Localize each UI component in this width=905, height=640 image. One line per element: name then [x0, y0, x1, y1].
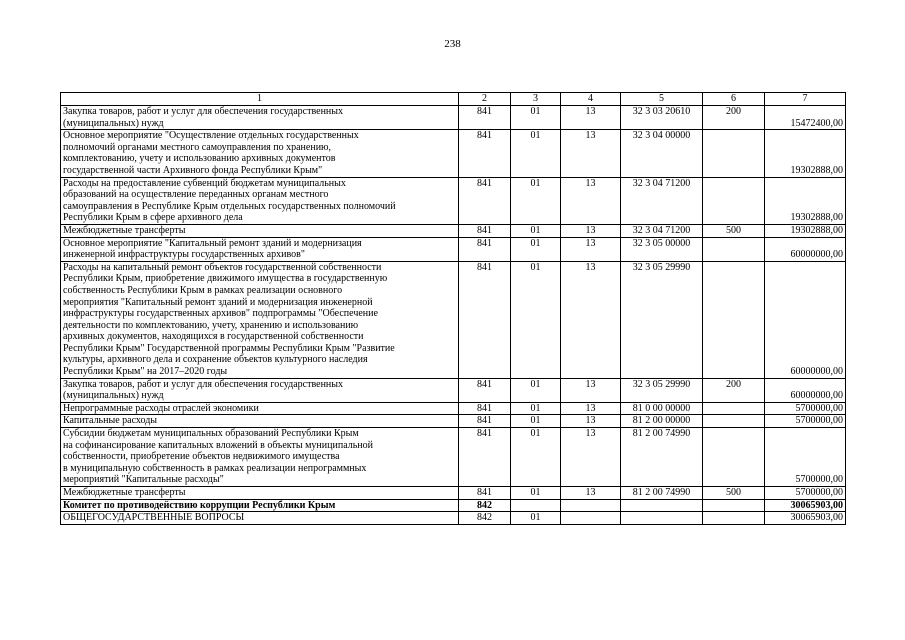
ministry-code-cell: 841 [459, 237, 511, 261]
amount-cell: 5700000,00 [765, 487, 846, 500]
amount-cell: 30065903,00 [765, 499, 846, 512]
subsection-code-cell: 13 [561, 428, 621, 487]
subsection-code-cell: 13 [561, 177, 621, 224]
table-row [61, 415, 846, 428]
expense-type-cell [703, 402, 765, 415]
column-header: 1 [61, 93, 459, 106]
target-article-cell: 81 0 00 00000 [621, 402, 703, 415]
subsection-code-cell: 13 [561, 224, 621, 237]
item-name-cell: Субсидии бюджетам муниципальных образований Республики Крым на софинансирование капитальных вложений в объекты муниципальной собственности, приобретение объектов недвижимого имущества в муниципальную собственность в рамках реализации непрограммных мероприятий "Капитальные расходы" [61, 428, 459, 487]
amount-cell: 5700000,00 [765, 415, 846, 428]
section-code-cell: 01 [511, 428, 561, 487]
target-article-cell: 81 2 00 74990 [621, 428, 703, 487]
section-code-cell: 01 [511, 177, 561, 224]
amount-cell: 19302888,00 [765, 224, 846, 237]
table-row [61, 402, 846, 415]
column-header: 3 [511, 93, 561, 106]
amount-cell: 60000000,00 [765, 237, 846, 261]
section-code-cell: 01 [511, 402, 561, 415]
table-row [61, 177, 846, 224]
table-row [61, 378, 846, 402]
table-row [61, 512, 846, 525]
target-article-cell: 81 2 00 74990 [621, 487, 703, 500]
target-article-cell: 81 2 00 00000 [621, 415, 703, 428]
item-name-cell: Расходы на капитальный ремонт объектов государственной собственности Республики Крым, приобретение движимого имущества в государственную собственность Республики Крым в рамках реализации основного мероприятия "Капитальный ремонт зданий и модернизация инженерной инфраструктуры государственных архивов" подпрограммы "Обеспечение деятельности по комплектованию, учету, хранению и использованию архивных документов, находящихся в государственной собственности Республики Крым" Государственной программы Республики Крым "Развитие культуры, архивного дела и сохранение объектов культурного наследия Республики Крым" на 2017–2020 годы [61, 261, 459, 378]
item-name-cell: Комитет по противодействию коррупции Республики Крым [61, 499, 459, 512]
item-name-cell: Непрограммные расходы отраслей экономики [61, 402, 459, 415]
ministry-code-cell: 842 [459, 512, 511, 525]
amount-cell: 19302888,00 [765, 177, 846, 224]
subsection-code-cell: 13 [561, 130, 621, 177]
expense-type-cell [703, 130, 765, 177]
table-header-row [61, 93, 846, 106]
item-name-cell: ОБЩЕГОСУДАРСТВЕННЫЕ ВОПРОСЫ [61, 512, 459, 525]
column-header: 5 [621, 93, 703, 106]
column-header: 7 [765, 93, 846, 106]
amount-cell: 60000000,00 [765, 261, 846, 378]
expense-type-cell [703, 512, 765, 525]
table-row [61, 499, 846, 512]
section-code-cell [511, 499, 561, 512]
section-code-cell: 01 [511, 512, 561, 525]
subsection-code-cell: 13 [561, 415, 621, 428]
table-row [61, 261, 846, 378]
item-name-cell: Капитальные расходы [61, 415, 459, 428]
amount-cell: 60000000,00 [765, 378, 846, 402]
section-code-cell: 01 [511, 378, 561, 402]
item-name-cell: Основное мероприятие "Осуществление отдельных государственных полномочий органами местного самоуправления по хранению, комплектованию, учету и использованию архивных документов государственной части Архивного фонда Республики Крым" [61, 130, 459, 177]
ministry-code-cell: 842 [459, 499, 511, 512]
amount-cell: 5700000,00 [765, 428, 846, 487]
section-code-cell: 01 [511, 237, 561, 261]
table-row [61, 428, 846, 487]
column-header: 6 [703, 93, 765, 106]
ministry-code-cell: 841 [459, 487, 511, 500]
target-article-cell: 32 3 04 71200 [621, 224, 703, 237]
subsection-code-cell [561, 512, 621, 525]
section-code-cell: 01 [511, 106, 561, 130]
section-code-cell: 01 [511, 224, 561, 237]
subsection-code-cell: 13 [561, 487, 621, 500]
expense-type-cell [703, 428, 765, 487]
table-row [61, 237, 846, 261]
target-article-cell: 32 3 03 20610 [621, 106, 703, 130]
page-number: 238 [444, 38, 461, 50]
expense-type-cell [703, 177, 765, 224]
target-article-cell [621, 512, 703, 525]
item-name-cell: Межбюджетные трансферты [61, 487, 459, 500]
expense-type-cell: 500 [703, 487, 765, 500]
section-code-cell: 01 [511, 261, 561, 378]
subsection-code-cell: 13 [561, 261, 621, 378]
ministry-code-cell: 841 [459, 224, 511, 237]
expense-type-cell [703, 499, 765, 512]
target-article-cell [621, 499, 703, 512]
item-name-cell: Межбюджетные трансферты [61, 224, 459, 237]
amount-cell: 19302888,00 [765, 130, 846, 177]
column-header: 2 [459, 93, 511, 106]
target-article-cell: 32 3 05 00000 [621, 237, 703, 261]
expense-type-cell [703, 415, 765, 428]
ministry-code-cell: 841 [459, 261, 511, 378]
ministry-code-cell: 841 [459, 378, 511, 402]
table-row [61, 130, 846, 177]
amount-cell: 30065903,00 [765, 512, 846, 525]
subsection-code-cell: 13 [561, 402, 621, 415]
item-name-cell: Закупка товаров, работ и услуг для обеспечения государственных (муниципальных) нужд [61, 106, 459, 130]
table-row [61, 487, 846, 500]
budget-table [60, 92, 846, 525]
expense-type-cell: 200 [703, 106, 765, 130]
expense-type-cell [703, 261, 765, 378]
ministry-code-cell: 841 [459, 130, 511, 177]
section-code-cell: 01 [511, 415, 561, 428]
expense-type-cell: 500 [703, 224, 765, 237]
column-header: 4 [561, 93, 621, 106]
subsection-code-cell: 13 [561, 378, 621, 402]
expense-type-cell [703, 237, 765, 261]
table-row [61, 106, 846, 130]
subsection-code-cell: 13 [561, 237, 621, 261]
expense-type-cell: 200 [703, 378, 765, 402]
item-name-cell: Основное мероприятие "Капитальный ремонт зданий и модернизация инженерной инфраструктуры государственных архивов" [61, 237, 459, 261]
ministry-code-cell: 841 [459, 402, 511, 415]
section-code-cell: 01 [511, 130, 561, 177]
amount-cell: 15472400,00 [765, 106, 846, 130]
amount-cell: 5700000,00 [765, 402, 846, 415]
ministry-code-cell: 841 [459, 428, 511, 487]
subsection-code-cell [561, 499, 621, 512]
item-name-cell: Закупка товаров, работ и услуг для обеспечения государственных (муниципальных) нужд [61, 378, 459, 402]
target-article-cell: 32 3 04 00000 [621, 130, 703, 177]
ministry-code-cell: 841 [459, 177, 511, 224]
target-article-cell: 32 3 05 29990 [621, 378, 703, 402]
section-code-cell: 01 [511, 487, 561, 500]
target-article-cell: 32 3 04 71200 [621, 177, 703, 224]
table-row [61, 224, 846, 237]
ministry-code-cell: 841 [459, 106, 511, 130]
subsection-code-cell: 13 [561, 106, 621, 130]
ministry-code-cell: 841 [459, 415, 511, 428]
target-article-cell: 32 3 05 29990 [621, 261, 703, 378]
item-name-cell: Расходы на предоставление субвенций бюджетам муниципальных образований на осуществление переданных органам местного самоуправления в Республике Крым отдельных государственных полномочий Республики Крым в сфере архивного дела [61, 177, 459, 224]
